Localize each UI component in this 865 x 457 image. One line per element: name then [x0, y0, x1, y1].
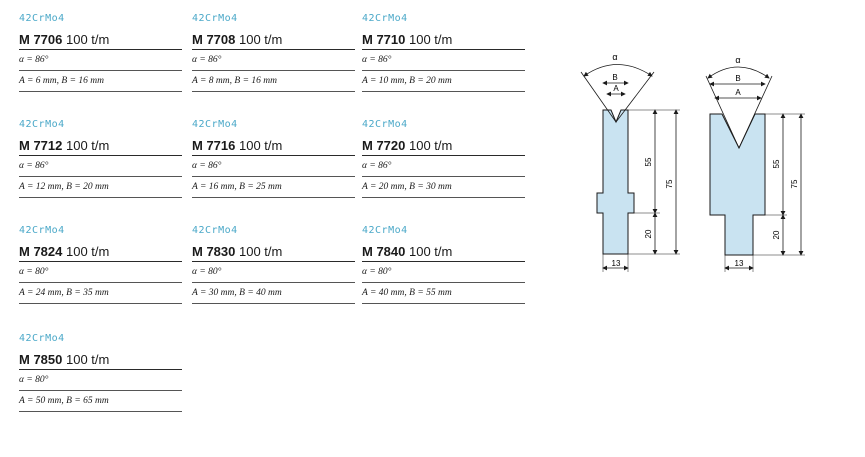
product-code: M 7830	[192, 244, 236, 259]
die-diagram-svg	[570, 48, 690, 278]
product-title	[362, 32, 525, 50]
product-capacity: 100 t/m	[409, 138, 453, 153]
dims-spec: A = 40 mm, B = 55 mm	[362, 283, 525, 304]
product-capacity: 100 t/m	[66, 32, 110, 47]
dim-20-label: 20	[644, 229, 653, 239]
product-card	[362, 118, 525, 198]
dims-spec: A = 30 mm, B = 40 mm	[192, 283, 355, 304]
product-title	[19, 138, 182, 156]
dims-spec: A = 12 mm, B = 20 mm	[19, 177, 182, 198]
product-title	[192, 32, 355, 50]
material-label: 42CrMo4	[362, 225, 408, 236]
product-code: M 7720	[362, 138, 406, 153]
angle-spec: α = 80°	[192, 262, 355, 283]
product-card	[19, 332, 182, 412]
v-left-line	[581, 72, 616, 122]
product-title	[19, 32, 182, 50]
product-title	[362, 138, 525, 156]
angle-spec: α = 86°	[192, 50, 355, 71]
product-code: M 7716	[192, 138, 236, 153]
b-label: B	[612, 73, 618, 82]
product-title	[192, 244, 355, 262]
dims-spec: A = 8 mm, B = 16 mm	[192, 71, 355, 92]
die-body-shape	[597, 110, 634, 254]
product-code: M 7824	[19, 244, 63, 259]
dims-spec: A = 24 mm, B = 35 mm	[19, 283, 182, 304]
product-code: M 7710	[362, 32, 406, 47]
angle-spec: α = 86°	[362, 156, 525, 177]
product-code: M 7706	[19, 32, 63, 47]
dim-55-label: 55	[772, 159, 781, 169]
product-title	[362, 244, 525, 262]
product-card	[192, 12, 355, 92]
die-diagram-narrow	[570, 48, 690, 283]
product-code: M 7708	[192, 32, 236, 47]
alpha-label: α	[735, 55, 741, 65]
dim-75-label: 75	[665, 179, 674, 189]
dims-spec: A = 6 mm, B = 16 mm	[19, 71, 182, 92]
material-label: 42CrMo4	[362, 13, 408, 24]
material-label: 42CrMo4	[192, 13, 238, 24]
material-label: 42CrMo4	[192, 225, 238, 236]
product-code: M 7712	[19, 138, 63, 153]
product-card	[19, 224, 182, 304]
alpha-arc	[584, 65, 652, 77]
product-capacity: 100 t/m	[66, 138, 110, 153]
material-label: 42CrMo4	[19, 119, 65, 130]
product-title	[19, 244, 182, 262]
product-title	[19, 352, 182, 370]
material-label: 42CrMo4	[192, 119, 238, 130]
product-code: M 7840	[362, 244, 406, 259]
product-capacity: 100 t/m	[239, 138, 283, 153]
v-right-line	[616, 72, 654, 122]
product-title	[192, 138, 355, 156]
material-label: 42CrMo4	[362, 119, 408, 130]
material-label: 42CrMo4	[19, 13, 65, 24]
a-label: A	[613, 84, 619, 93]
product-card	[19, 118, 182, 198]
product-capacity: 100 t/m	[409, 244, 453, 259]
dims-spec: A = 50 mm, B = 65 mm	[19, 391, 182, 412]
angle-spec: α = 86°	[19, 50, 182, 71]
product-capacity: 100 t/m	[409, 32, 453, 47]
product-code: M 7850	[19, 352, 63, 367]
dims-spec: A = 10 mm, B = 20 mm	[362, 71, 525, 92]
product-card	[192, 118, 355, 198]
die-body-shape	[710, 114, 765, 255]
dim-13-label: 13	[734, 259, 744, 268]
dim-55-label: 55	[644, 157, 653, 167]
angle-spec: α = 86°	[19, 156, 182, 177]
dim-20-label: 20	[772, 230, 781, 240]
dims-spec: A = 16 mm, B = 25 mm	[192, 177, 355, 198]
dims-spec: A = 20 mm, B = 30 mm	[362, 177, 525, 198]
angle-spec: α = 80°	[19, 262, 182, 283]
product-card	[362, 12, 525, 92]
dim-75-label: 75	[790, 179, 799, 189]
angle-spec: α = 86°	[192, 156, 355, 177]
material-label: 42CrMo4	[19, 225, 65, 236]
alpha-label: α	[612, 52, 618, 62]
material-label: 42CrMo4	[19, 333, 65, 344]
product-capacity: 100 t/m	[239, 32, 283, 47]
die-diagram-svg	[695, 48, 815, 278]
die-diagram-wide	[695, 48, 815, 283]
product-capacity: 100 t/m	[239, 244, 283, 259]
product-card	[192, 224, 355, 304]
product-capacity: 100 t/m	[66, 244, 110, 259]
dim-13-label: 13	[611, 259, 621, 268]
angle-spec: α = 80°	[19, 370, 182, 391]
a-label: A	[735, 88, 741, 97]
product-capacity: 100 t/m	[66, 352, 110, 367]
product-card	[19, 12, 182, 92]
angle-spec: α = 86°	[362, 50, 525, 71]
b-label: B	[735, 74, 741, 83]
angle-spec: α = 80°	[362, 262, 525, 283]
product-card	[362, 224, 525, 304]
